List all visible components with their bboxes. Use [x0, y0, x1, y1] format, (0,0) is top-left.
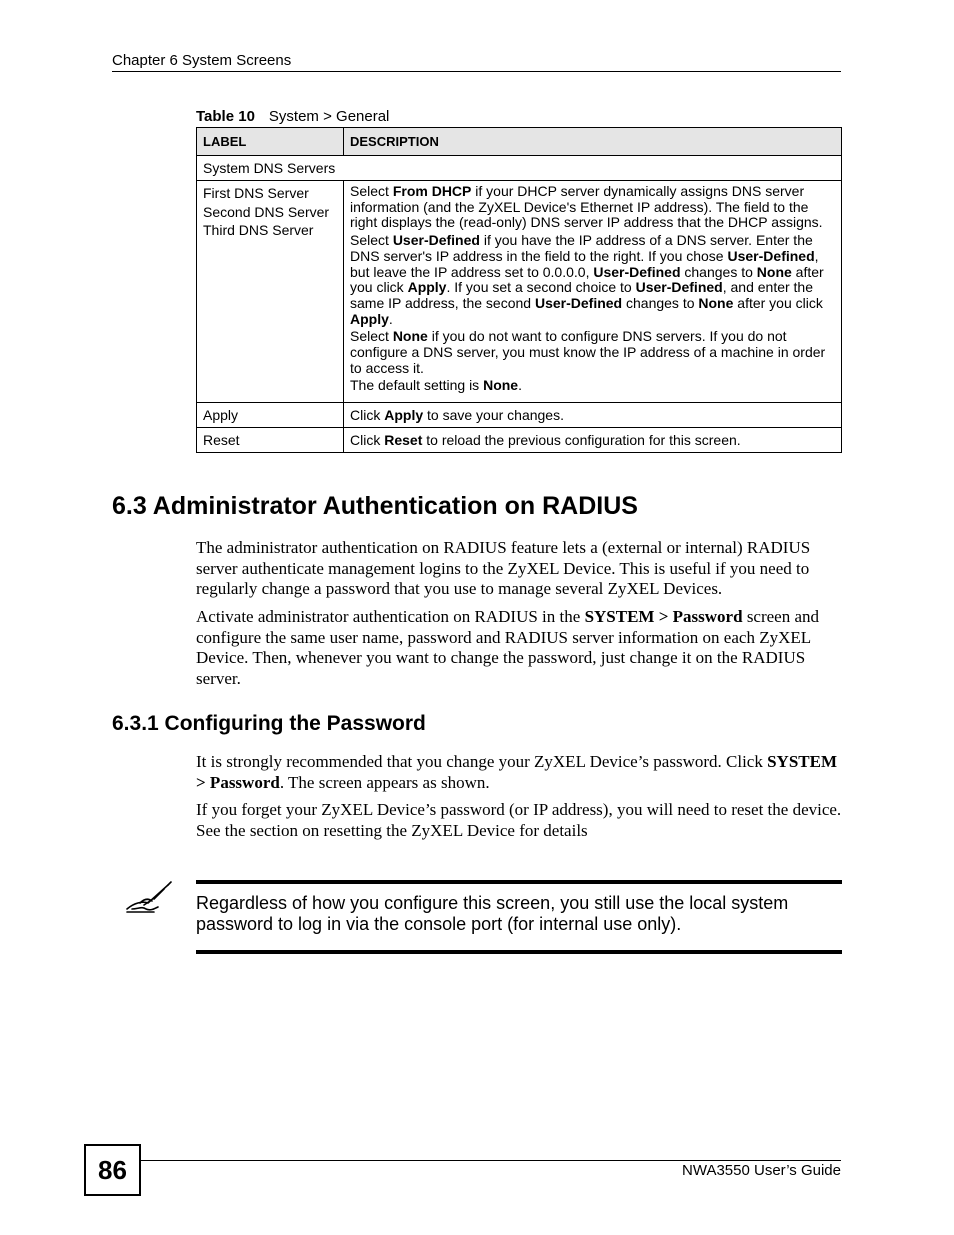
section-paragraph-2: Activate administrator authentication on RADIUS in the SYSTEM > Password screen and configure the same user name, password and RADIUS server information on each ZyXEL Device. Then, whenever you want to change the password, just change it on the RADIUS server. [196, 607, 820, 688]
table-section-row [197, 156, 842, 181]
footer-rule [140, 1160, 841, 1161]
footer-guide-title: NWA3550 User’s Guide [682, 1162, 841, 1179]
dns-desc-from-dhcp: Select From DHCP if your DHCP server dynamically assigns DNS server information (and the ZyXEL Device's Ethernet IP address). The field to the right displays the (read-only) DNS server IP address that the DHCP assigns. [350, 183, 823, 231]
subsection-paragraph-1: It is strongly recommended that you change your ZyXEL Device’s password. Click SYSTEM > Password. The screen appears as shown. [196, 752, 838, 792]
system-general-table [196, 127, 842, 453]
running-header: Chapter 6 System Screens [112, 52, 292, 69]
writing-hand-icon [124, 879, 174, 915]
subsection-paragraph-2: If you forget your ZyXEL Device’s password (or IP address), you will need to reset the device. See the section on resetting the ZyXEL Device for details [196, 800, 842, 840]
dns-desc-default: The default setting is None. [350, 377, 522, 394]
table-header-row [197, 128, 842, 156]
table-caption-title: System > General [268, 108, 390, 125]
section-row-label: System DNS Servers [197, 156, 842, 181]
note-rule-top [196, 880, 842, 884]
section-heading: 6.3 Administrator Authentication on RADIUS [112, 492, 638, 520]
subsection-heading: 6.3.1 Configuring the Password [112, 712, 426, 735]
page-number: 86 [84, 1144, 141, 1196]
column-header-label: LABEL [197, 128, 344, 156]
section-paragraph-1: The administrator authentication on RADIUS feature lets a (external or internal) RADIUS server authenticate management logins to the ZyXEL Device. This is useful if you need to regularly change a password that you use to manage several ZyXEL Devices. [196, 538, 811, 599]
note-text: Regardless of how you configure this screen, you still use the local system password to log in via the console port (for internal use only). [196, 893, 789, 934]
label-second-dns-server: Second DNS Server [203, 203, 330, 220]
reset-label: Reset [197, 428, 344, 453]
table-row-reset [197, 428, 842, 453]
note-rule-bottom [196, 950, 842, 954]
reset-description: Click Reset to reload the previous configuration for this screen. [344, 428, 842, 453]
dns-labels-cell [197, 181, 344, 403]
column-header-description: DESCRIPTION [344, 128, 842, 156]
dns-desc-none: Select None if you do not want to configure DNS servers. If you do not configure a DNS server, you must know the IP address of a machine in order to access it. [350, 328, 826, 376]
table-row-apply [197, 403, 842, 428]
header-rule [112, 71, 841, 72]
dns-description-cell [344, 181, 842, 403]
table-caption [196, 108, 389, 125]
label-third-dns-server: Third DNS Server [203, 222, 314, 238]
label-first-dns-server: First DNS Server [203, 185, 309, 201]
apply-label: Apply [197, 403, 344, 428]
dns-desc-user-defined: Select User-Defined if you have the IP address of a DNS server. Enter the DNS server's IP address in the field to the right. If you chose User-Defined, but leave the IP address set to 0.0.0.0, User-Defined changes to None after you click Apply. If you set a second choice to User-Defined, and enter the same IP address, the second User-Defined changes to None after you click Apply. [350, 232, 824, 327]
table-row-dns-servers [197, 181, 842, 403]
table-caption-number: Table 10 [196, 108, 255, 125]
apply-description: Click Apply to save your changes. [344, 403, 842, 428]
